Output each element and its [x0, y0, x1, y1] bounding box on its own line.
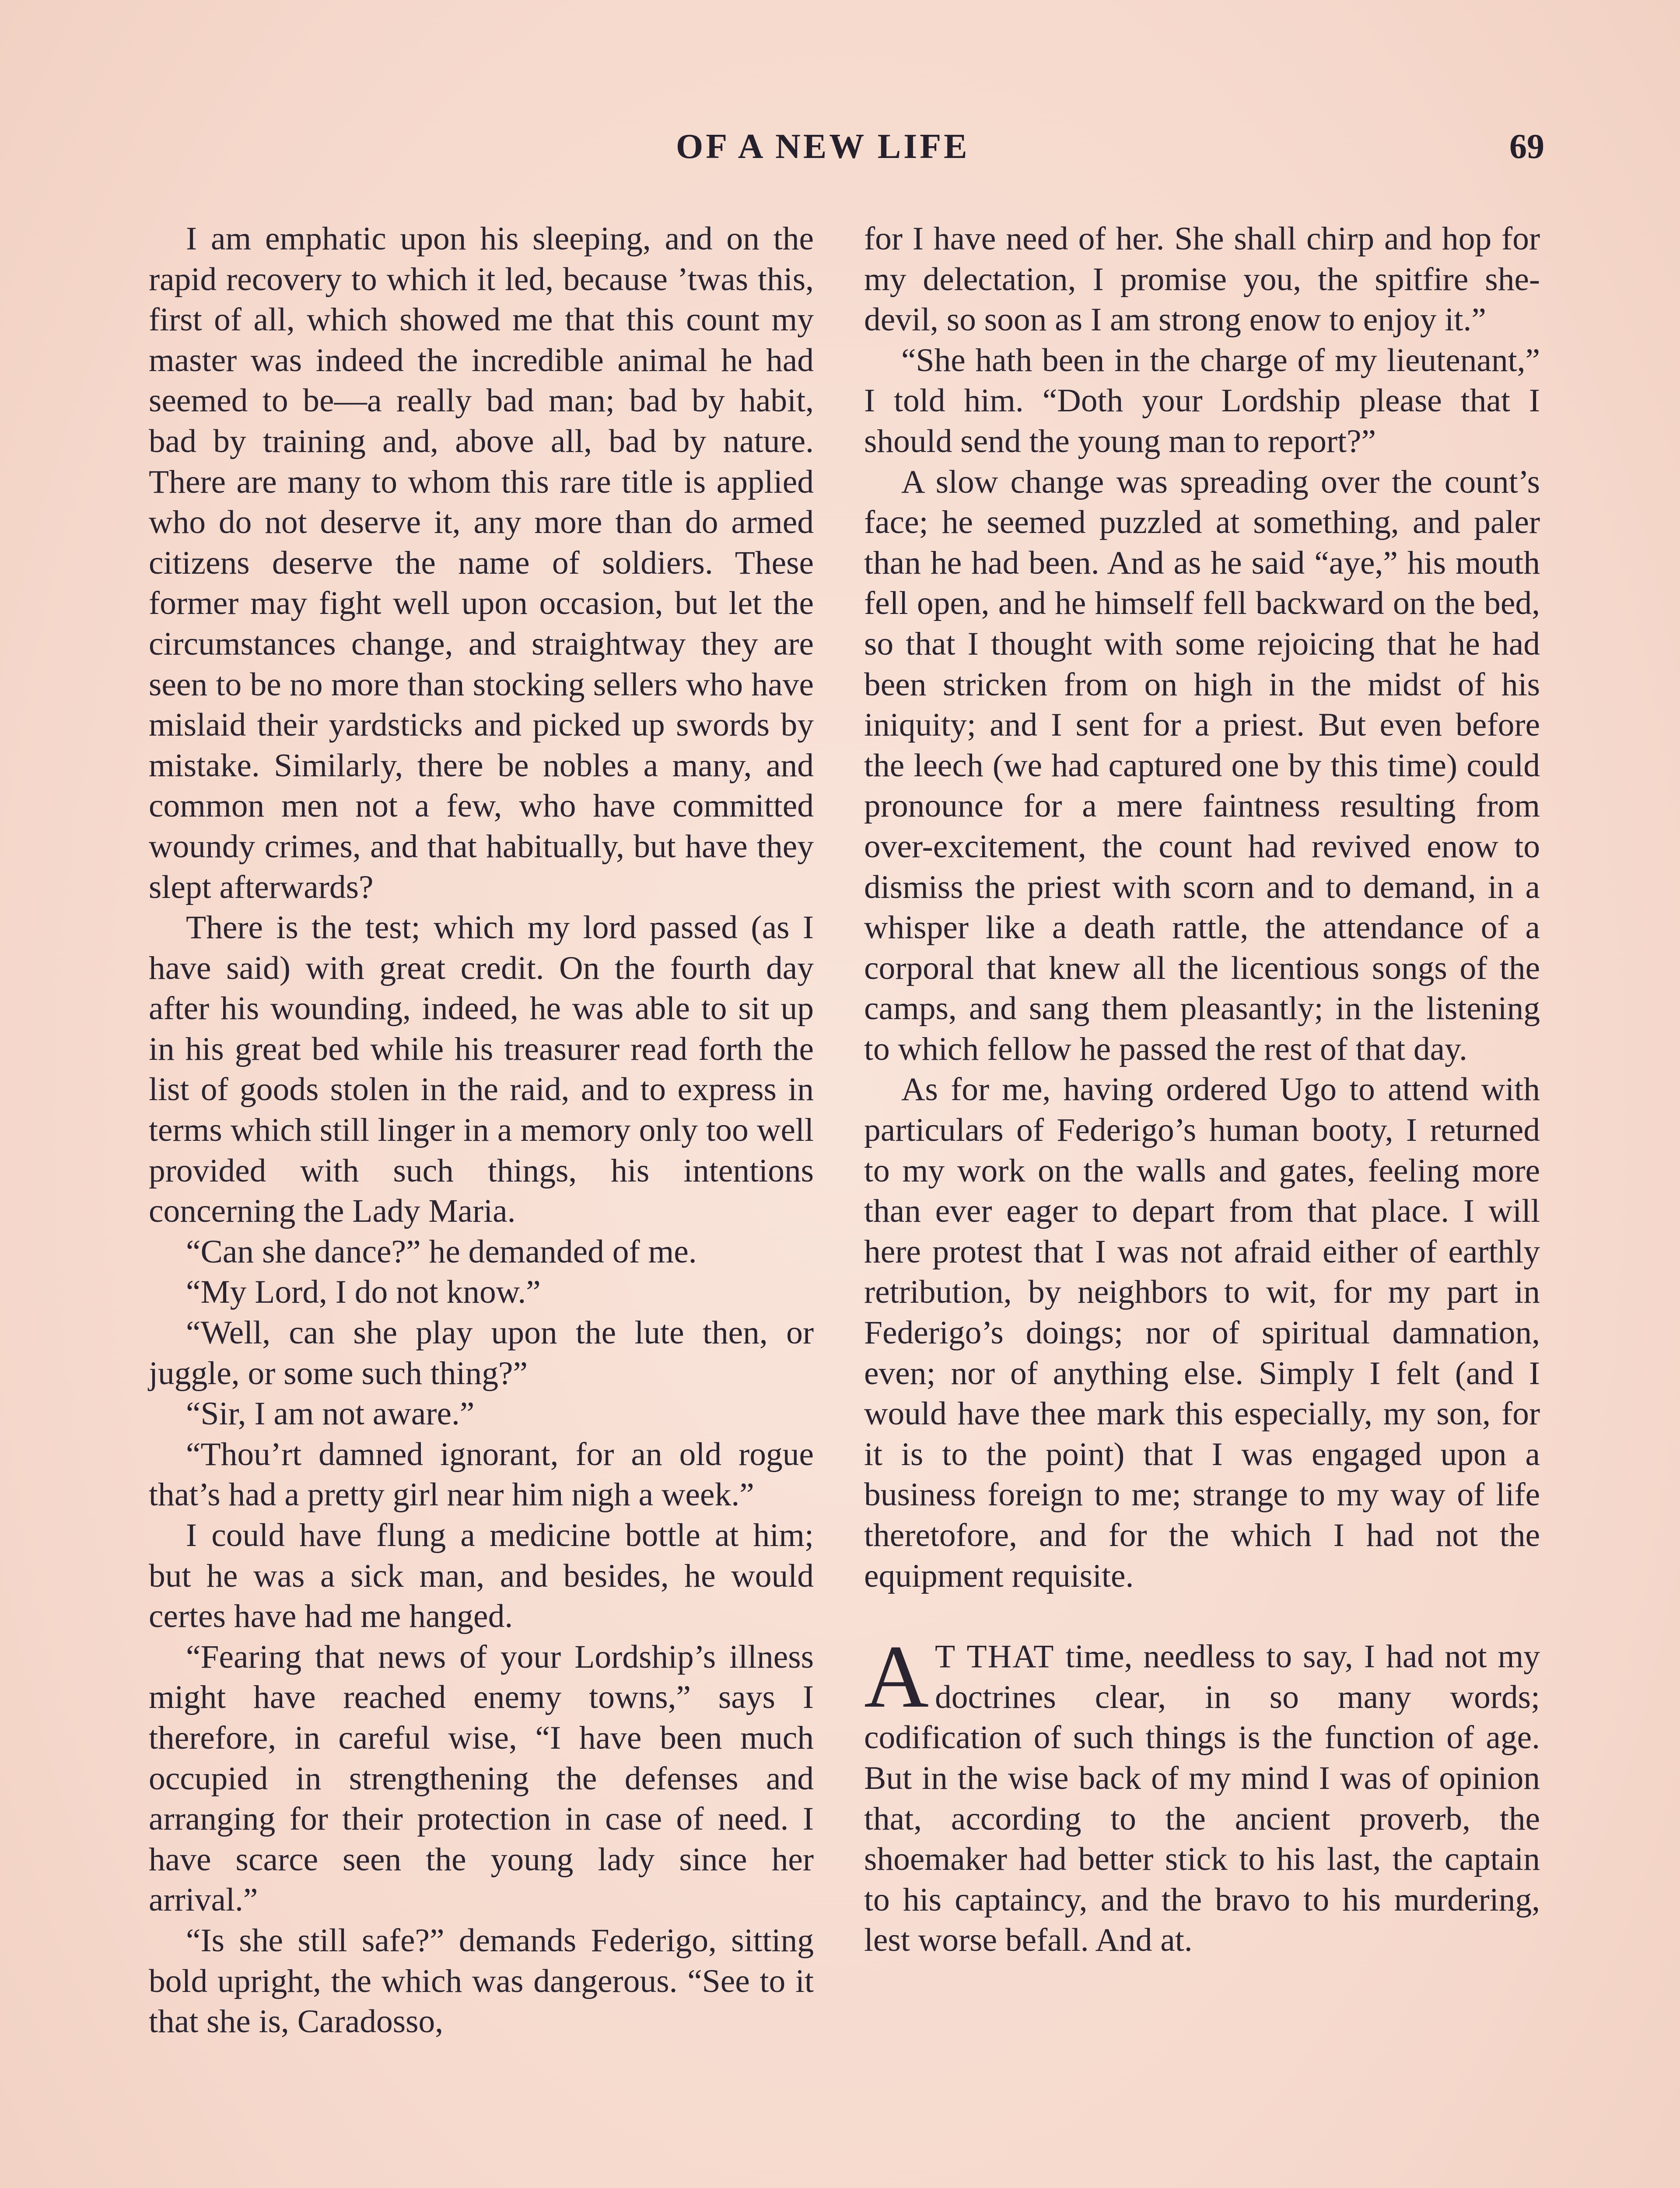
paragraph: A slow change was spreading over the count’s face; he seemed puzzled at something, and paler than he had been. And as he said “aye,” his mouth fell open, and he himself fell backward on the bed, so that I thought with some rejoicing that he had been stricken from on high in the midst of his iniquity; and I sent for a priest. But even before the leech (we had captured one by this time) could pronounce for a mere faintness resulting from over-excitement, the count had revived enow to dismiss the priest with scorn and to demand, in a whisper like a death rattle, the attendance of a corporal that knew all the licentious songs of the camps, and sang them pleasantly; in the listening to which fellow he passed the rest of that day. [864, 463, 1540, 1067]
paragraph: “My Lord, I do not know.” [186, 1274, 541, 1311]
drop-cap: A [864, 1627, 929, 1727]
paragraph: for I have need of her. She shall chirp and hop for my delectation, I promise you, the spitfire she-devil, so soon as I am strong enow to enjoy it.” [864, 221, 1540, 338]
paragraph: “Well, can she play upon the lute then, or juggle, or some such thing?” [149, 1315, 814, 1392]
paragraph: “Thou’rt damned ignorant, for an old rogue that’s had a pretty girl near him nigh a week.” [149, 1436, 814, 1513]
running-head [0, 127, 1680, 179]
paragraph: I could have flung a medicine bottle at him; but he was a sick man, and besides, he would certes have had me hanged. [149, 1517, 814, 1635]
right-column [864, 219, 1540, 1961]
paragraph: “Is she still safe?” demands Federigo, sitting bold upright, the which was dangerous. “See to it that she is, Caradosso, [149, 1922, 814, 2040]
lead-in: T THAT [935, 1638, 1055, 1675]
paragraph-text: time, needless to say, I had not my doctrines clear, in so many words; codification of such things is the function of age. But in the wise back of my mind I was of opinion that, according to the ancient proverb, the shoemaker had better stick to his last, the captain to his captaincy, and the bravo to his murdering, lest worse befall. And at. [864, 1638, 1540, 1959]
page-number: 69 [1509, 127, 1544, 166]
paragraph: “Can she dance?” he demanded of me. [186, 1233, 697, 1270]
paragraph: “Sir, I am not aware.” [186, 1396, 475, 1432]
paragraph: I am emphatic upon his sleeping, and on the rapid recovery to which it led, because ’twas this, first of all, which showed me that this count my master was indeed the incredible animal he had seemed to be—a really bad man; bad by habit, bad by training and, above all, bad by nature. There are many to whom this rare title is applied who do not deserve it, any more than do armed citizens deserve the name of soldiers. These former may fight well upon occasion, but let the circumstances change, and straightway they are seen to be no more than stocking sellers who have mislaid their yardsticks and picked up swords by mistake. Similarly, there be nobles a many, and common men not a few, who have committed woundy crimes, and that habitually, but have they slept afterwards? [149, 221, 814, 905]
section-opening-paragraph [864, 1627, 1540, 1961]
paragraph: As for me, having ordered Ugo to attend with particulars of Federigo’s human booty, I returned to my work on the walls and gates, feeling more than ever eager to depart from that place. I will here protest that I was not afraid either of earthly retribution, by neighbors to wit, for my part in Federigo’s doings; nor of spiritual damnation, even; nor of anything else. Simply I felt (and I would have thee mark this especially, my son, for it is to the point) that I was engaged upon a business foreign to me; strange to my way of life theretofore, and for the which I had not the equipment requisite. [864, 1071, 1540, 1594]
left-column [149, 219, 814, 2042]
section-break [864, 1596, 1540, 1637]
paragraph: There is the test; which my lord passed (as I have said) with great credit. On the fourth day after his wounding, indeed, he was able to sit up in his great bed while his treasurer read forth the list of goods stolen in the raid, and to express in terms which still linger in a memory only too well provided with such things, his intentions concerning the Lady Maria. [149, 909, 814, 1230]
paragraph: “She hath been in the charge of my lieutenant,” I told him. “Doth your Lordship please that I should send the young man to report?” [864, 342, 1540, 459]
running-title: OF A NEW LIFE [676, 127, 970, 166]
paragraph: “Fearing that news of your Lordship’s illness might have reached enemy towns,” says I therefore, in careful wise, “I have been much occupied in strengthening the defenses and arranging for their protection in case of need. I have scarce seen the young lady since her arrival.” [149, 1638, 814, 1918]
